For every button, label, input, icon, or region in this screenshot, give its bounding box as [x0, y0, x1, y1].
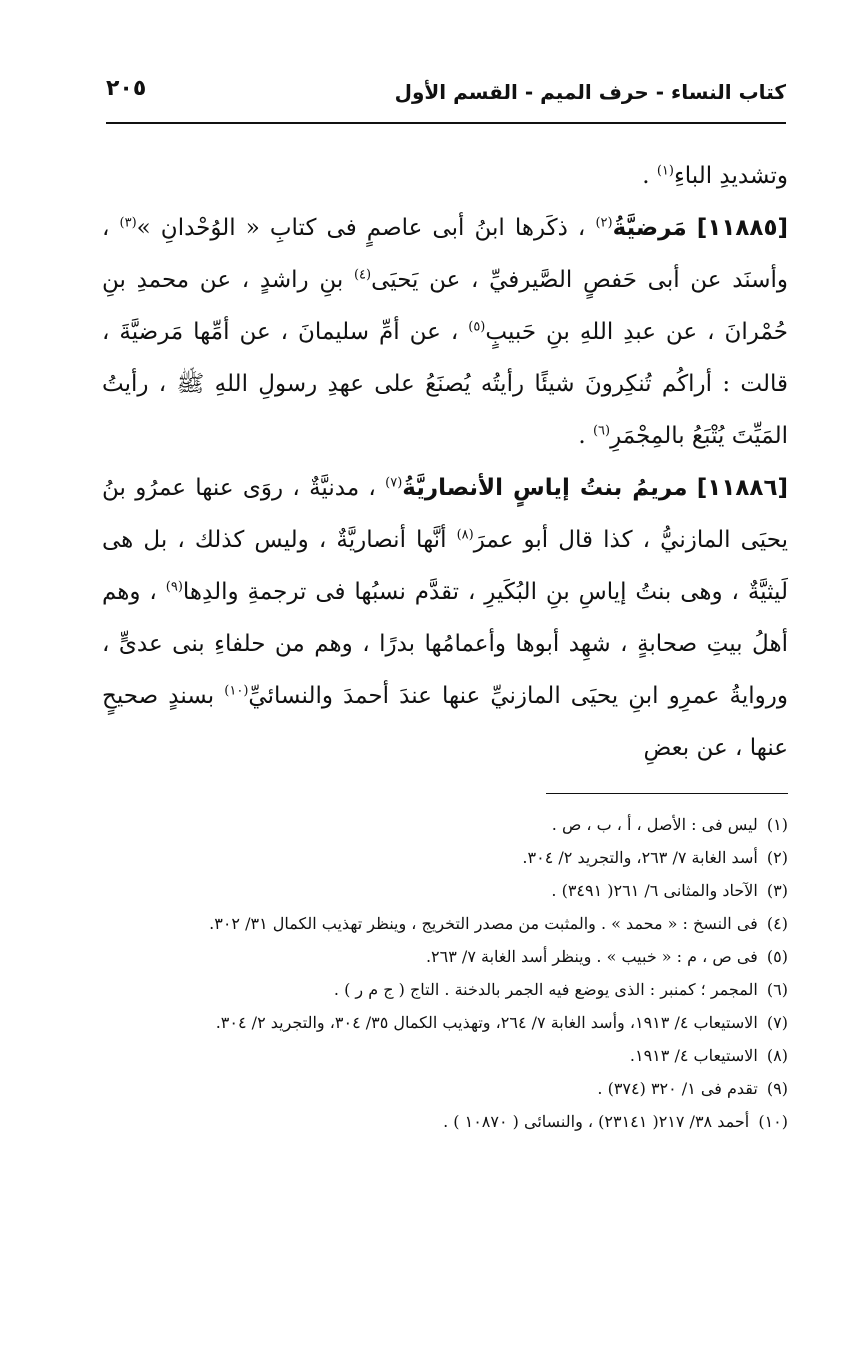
footnote-ref: (١٠): [224, 683, 249, 699]
footnote-number: (٢): [766, 848, 788, 867]
footnote-ref: (٩): [165, 579, 183, 595]
entry-text: ، مدنيَّةٌ ، روَى عنها عمرُو بنُ يحيَى المازنيُّ ، كذا قال أبو عمرَ: [102, 475, 788, 553]
footnote-text: الاستيعاب ٤/ ١٩١٣، وأسد الغابة ٧/ ٢٦٤، وتهذيب الكمال ٣٥/ ٣٠٤، والتجريد ٢/ ٣٠٤.: [215, 1013, 758, 1032]
footnote-ref: (٥): [468, 319, 486, 335]
entry-text: ، وهم أهلُ بيتِ صحابةٍ ، شهِد أبوها وأعمامُها بدرًا ، وهم من حلفاءِ بنى عدىٍّ ، وروايةُ عمرِو ابنِ يحيَى المازنيِّ عنها عندَ أحمدَ والنسائيِّ: [102, 579, 789, 709]
page-header: [106, 76, 786, 116]
footnote-text: أسد الغابة ٧/ ٢٦٣، والتجريد ٢/ ٣٠٤.: [522, 848, 758, 867]
footnote-item: [102, 1072, 788, 1105]
footnote-item: [102, 874, 788, 907]
header-rule: [106, 122, 786, 124]
main-text: [102, 150, 788, 774]
footnote-text: الاستيعاب ٤/ ١٩١٣.: [629, 1046, 758, 1065]
entry-text: ، ذكَرها ابنُ أبى عاصمٍ فى كتابِ « الوُحْدانِ »: [136, 215, 596, 241]
running-title: كتاب النساء - حرف الميم - القسم الأول: [394, 80, 786, 104]
page-number: ٢٠٥: [106, 76, 147, 101]
footnote-item: [102, 907, 788, 940]
footnotes: [102, 808, 788, 1138]
footnote-ref: (٢): [595, 215, 613, 231]
footnote-item: [102, 1039, 788, 1072]
footnote-number: (١): [766, 815, 788, 834]
footnote-item: [102, 940, 788, 973]
entry-text: .: [578, 423, 593, 449]
paragraph-text: .: [642, 163, 657, 189]
entry-number: [١١٨٨٥]: [696, 215, 789, 241]
footnote-separator: [546, 793, 788, 794]
entry-11885: [102, 202, 788, 462]
footnote-text: المجمر ؛ كمنبر : الذى يوضع فيه الجمر بالدخنة . التاج ( ج م ر ) .: [333, 980, 758, 999]
footnote-number: (٨): [766, 1046, 788, 1065]
entry-text: بنِ راشدٍ ، عن محمدِ بنِ حُمْرانَ ، عن عبدِ اللهِ بنِ حَبيبٍ: [102, 267, 788, 345]
footnote-ref: (٦): [592, 423, 611, 439]
entry-name: مريمُ بنتُ إياسٍ الأنصاريَّةُ: [402, 475, 688, 501]
footnote-number: (٤): [766, 914, 788, 933]
footnote-ref: (٨): [456, 527, 474, 543]
footnote-number: (٣): [766, 881, 788, 900]
footnote-text: فى ص ، م : « خبيب » . وينظر أسد الغابة ٧/ ٢٦٣.: [425, 947, 758, 966]
footnote-item: [102, 808, 788, 841]
footnote-item: [102, 1105, 788, 1138]
footnote-text: أحمد ٣٨/ ٢١٧( ٢٣١٤١) ، والنسائى ( ١٠٨٧٠ ) .: [443, 1112, 750, 1131]
footnote-item: [102, 841, 788, 874]
footnote-item: [102, 1006, 788, 1039]
entry-text: أنَّها أنصاريَّةٌ ، وليس كذلك ، بل هى لَيثيَّةٌ ، وهى بنتُ إياسِ بنِ البُكَيرِ ، تقدَّم نسبُها فى ترجمةِ والدِها: [102, 527, 788, 605]
entry-text: ، عن أمِّ سليمانَ ، عن أمِّها مَرضيَّةَ ، قالت : أراكُم تُنكِرونَ شيئًا رأيتُه يُصنَعُ على عهدِ رسولِ اللهِ ﷺ ، رأيتُ المَيِّتَ يُتْبَعُ بالمِجْمَرِ: [102, 319, 788, 449]
footnote-ref: (٧): [385, 475, 403, 491]
footnote-text: فى النسخ : « محمد » . والمثبت من مصدر التخريج ، وينظر تهذيب الكمال ٣١/ ٣٠٢.: [209, 914, 758, 933]
entry-text: بسندٍ صحيحٍ عنها ، عن بعضِ: [102, 683, 788, 761]
footnote-text: الآحاد والمثانى ٦/ ٢٦١( ٣٤٩١) .: [551, 881, 758, 900]
entry-name: مَرضيَّةُ: [612, 215, 687, 241]
paragraph-continuation: [102, 150, 788, 202]
footnote-text: ليس فى : الأصل ، أ ، ب ، ص .: [551, 815, 758, 834]
footnote-text: تقدم فى ١/ ٣٢٠ (٣٧٤) .: [597, 1079, 758, 1098]
footnote-number: (٥): [766, 947, 788, 966]
footnote-ref: (١): [656, 163, 674, 179]
footnote-ref: (٤): [353, 267, 372, 283]
entry-11886: [102, 462, 788, 774]
footnote-ref: (٣): [119, 215, 137, 231]
entry-text: ، وأسنَد عن أبى حَفصٍ الصَّيرفيِّ ، عن يَحيَى: [102, 215, 788, 293]
footnote-number: (٩): [766, 1079, 788, 1098]
entry-number: [١١٨٨٦]: [696, 475, 789, 501]
paragraph-text: وتشديدِ الباءِ: [673, 163, 788, 189]
footnote-number: (١٠): [758, 1112, 788, 1131]
footnote-item: [102, 973, 788, 1006]
footnote-number: (٧): [766, 1013, 788, 1032]
footnote-number: (٦): [766, 980, 788, 999]
